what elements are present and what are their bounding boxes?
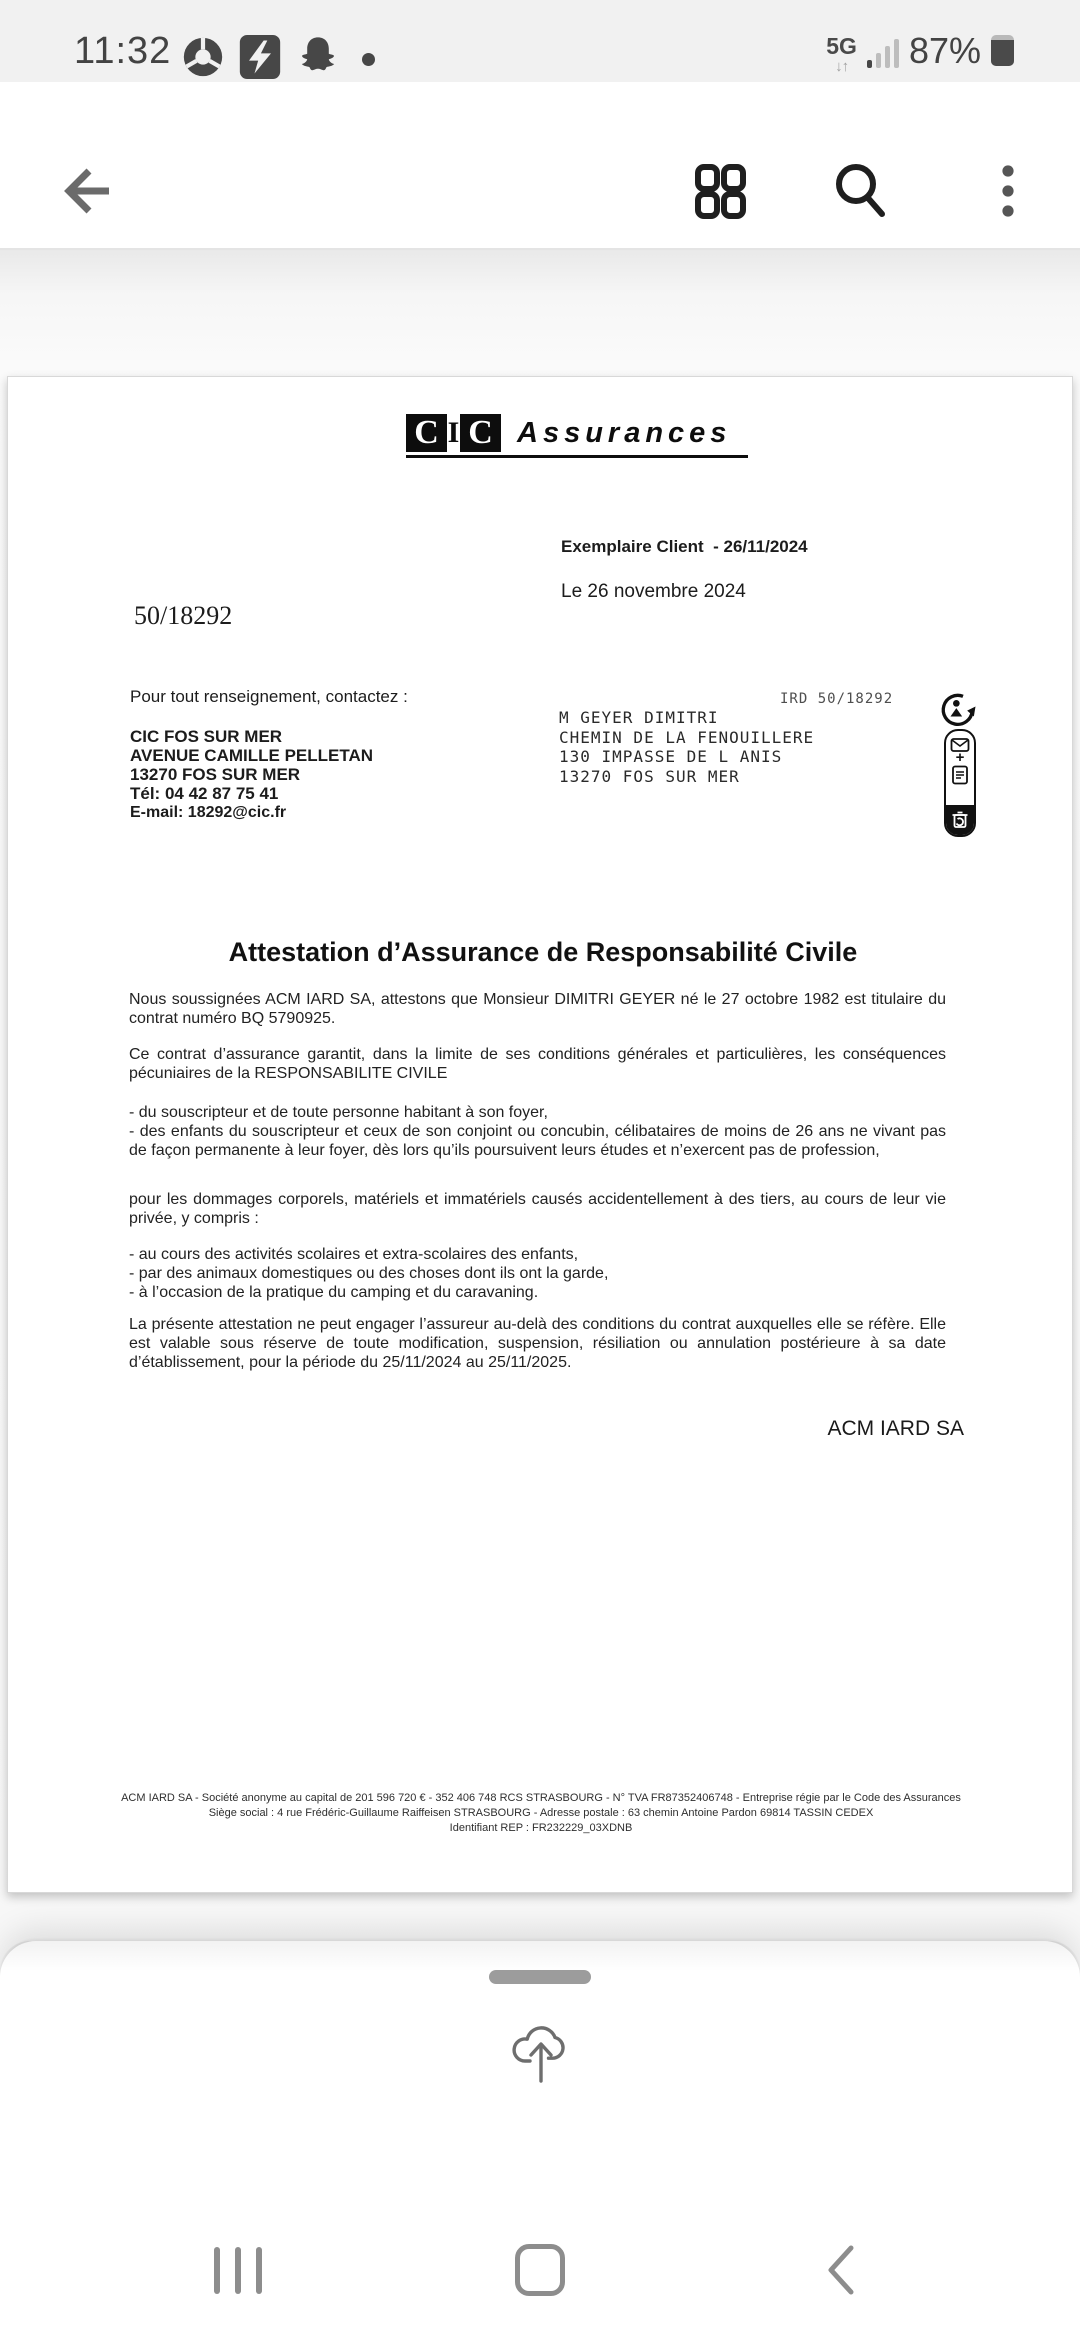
cloud-upload-icon <box>508 2017 574 2089</box>
clock: 11:32 <box>74 30 172 72</box>
recycle-bin-icon <box>946 805 974 835</box>
agency-address-block <box>130 727 373 822</box>
search-button[interactable] <box>824 154 896 226</box>
notification-dot-icon <box>362 53 375 66</box>
legal-footer <box>38 1791 1044 1836</box>
battery-percent: 87% <box>908 30 981 71</box>
status-indicators <box>826 30 1014 75</box>
chrome-icon <box>180 34 226 85</box>
list-item: - par des animaux domestiques ou des choses dont ils ont la garde, <box>129 1265 609 1282</box>
contract-reference: 50/18292 <box>134 601 233 630</box>
agency-line: CIC FOS SUR MER <box>130 727 283 746</box>
list-item: - du souscripteur et de toute personne habitant à son foyer, <box>129 1104 548 1121</box>
triman-recycle-icon <box>938 689 978 734</box>
signature-company: ACM IARD SA <box>827 1417 964 1440</box>
addressee-line: CHEMIN DE LA FENOUILLERE <box>559 727 815 747</box>
back-chevron-icon <box>823 2244 857 2296</box>
addressee-block <box>559 708 814 786</box>
addressee-line: 130 IMPASSE DE L ANIS <box>559 747 783 766</box>
paragraph-damages: pour les dommages corporels, matériels et immatériels causés accidentellement à des tiers, au cours de leur vie privée, y compris : <box>129 1191 946 1227</box>
logo-letter-c2: C <box>460 414 501 452</box>
snapchat-icon <box>294 33 342 86</box>
ird-reference: IRD 50/18292 <box>780 691 894 707</box>
paper-sorting-icon <box>944 729 976 837</box>
agency-line: E-mail: 18292@cic.fr <box>130 804 287 821</box>
footer-line: ACM IARD SA - Société anonyme au capital de 201 596 720 € - 352 406 748 RCS STRASBOURG - N° TVA FR87352406748 - Entreprise régie par le Code des Assurances <box>121 1792 961 1804</box>
search-icon <box>830 160 890 220</box>
paragraph-validity: La présente attestation ne peut engager l’assureur au-delà des conditions du contrat auxquelles elle se réfère. Elle est valable sous réserve de toute modification, suspension, résiliation ou annulation postérieure à sa date d’établissement, pour la période du 25/11/2024 au 25/11/2025. <box>129 1316 946 1371</box>
list-item: - au cours des activités scolaires et extra-scolaires des enfants, <box>129 1246 579 1263</box>
covered-situations-list <box>129 1245 946 1302</box>
back-button[interactable] <box>50 155 122 227</box>
covered-persons-list <box>129 1103 946 1160</box>
home-button[interactable] <box>480 2220 600 2320</box>
plus-glyph: + <box>955 749 965 766</box>
navigation-bar <box>0 2220 1080 2340</box>
footer-line: Siège social : 4 rue Frédéric-Guillaume Raiffeisen STRASBOURG - Adresse postale : 63 chemin Antoine Pardon 69814 TASSIN CEDEX <box>208 1807 874 1819</box>
document-page <box>7 376 1073 1893</box>
logo-brand-text: Assurances <box>517 416 732 449</box>
date-line: Le 26 novembre 2024 <box>561 581 746 602</box>
home-icon <box>515 2244 565 2296</box>
network-type-indicator: 5G ↓↑ <box>826 33 857 75</box>
status-bar <box>0 0 1080 82</box>
addressee-line: 13270 FOS SUR MER <box>559 766 740 786</box>
data-arrows-icon: ↓↑ <box>835 58 849 75</box>
document-title: Attestation d’Assurance de Responsabilité Civile <box>228 937 858 967</box>
back-arrow-icon <box>57 162 115 220</box>
signal-strength-icon <box>867 34 899 68</box>
notification-icons <box>180 33 375 86</box>
lightning-app-icon <box>238 33 282 86</box>
drag-handle[interactable] <box>489 1970 591 1984</box>
footer-line: Identifiant REP : FR232229_03XDNB <box>449 1822 633 1834</box>
overflow-menu-button[interactable] <box>972 155 1044 227</box>
logo-letter-i: I <box>447 414 460 452</box>
three-dot-menu-icon <box>996 162 1020 220</box>
nav-back-button[interactable] <box>780 2220 900 2320</box>
recents-button[interactable] <box>178 2220 298 2320</box>
contact-intro: Pour tout renseignement, contactez : <box>130 687 408 706</box>
list-item: - à l’occasion de la pratique du camping et du caravaning. <box>129 1284 539 1301</box>
agency-line: 13270 FOS SUR MER <box>130 765 301 784</box>
agency-line: Tél: 04 42 87 75 41 <box>130 784 279 803</box>
addressee-line: M GEYER DIMITRI <box>559 708 719 727</box>
pages-grid-button[interactable] <box>684 155 756 227</box>
battery-icon <box>991 35 1014 66</box>
copy-label: Exemplaire Client - 26/11/2024 <box>561 537 808 556</box>
recents-icon <box>214 2247 262 2294</box>
list-item: - des enfants du souscripteur et ceux de son conjoint ou concubin, célibataires de moins de 26 ans ne vivant pas de façon permanente à leur foyer, dès lors qu’ils poursuivent leurs études et n’exercent pas de profession, <box>129 1123 946 1159</box>
logo-letter-c1: C <box>406 414 447 452</box>
logo-underline <box>406 455 748 458</box>
cloud-upload-button[interactable] <box>508 2017 574 2089</box>
agency-line: AVENUE CAMILLE PELLETAN <box>130 746 374 765</box>
app-toolbar <box>0 82 1080 250</box>
grid-icon <box>692 163 748 219</box>
cic-assurances-logo <box>406 414 748 458</box>
paragraph-contract: Ce contrat d’assurance garantit, dans la limite de ses conditions générales et particulières, les conséquences pécuniaires de la RESPONSABILITE CIVILE <box>129 1046 946 1082</box>
paragraph-insured: Nous soussignées ACM IARD SA, attestons que Monsieur DIMITRI GEYER né le 27 octobre 1982 est titulaire du contrat numéro BQ 5790925. <box>129 991 946 1027</box>
bottom-sheet <box>0 1941 1080 2340</box>
